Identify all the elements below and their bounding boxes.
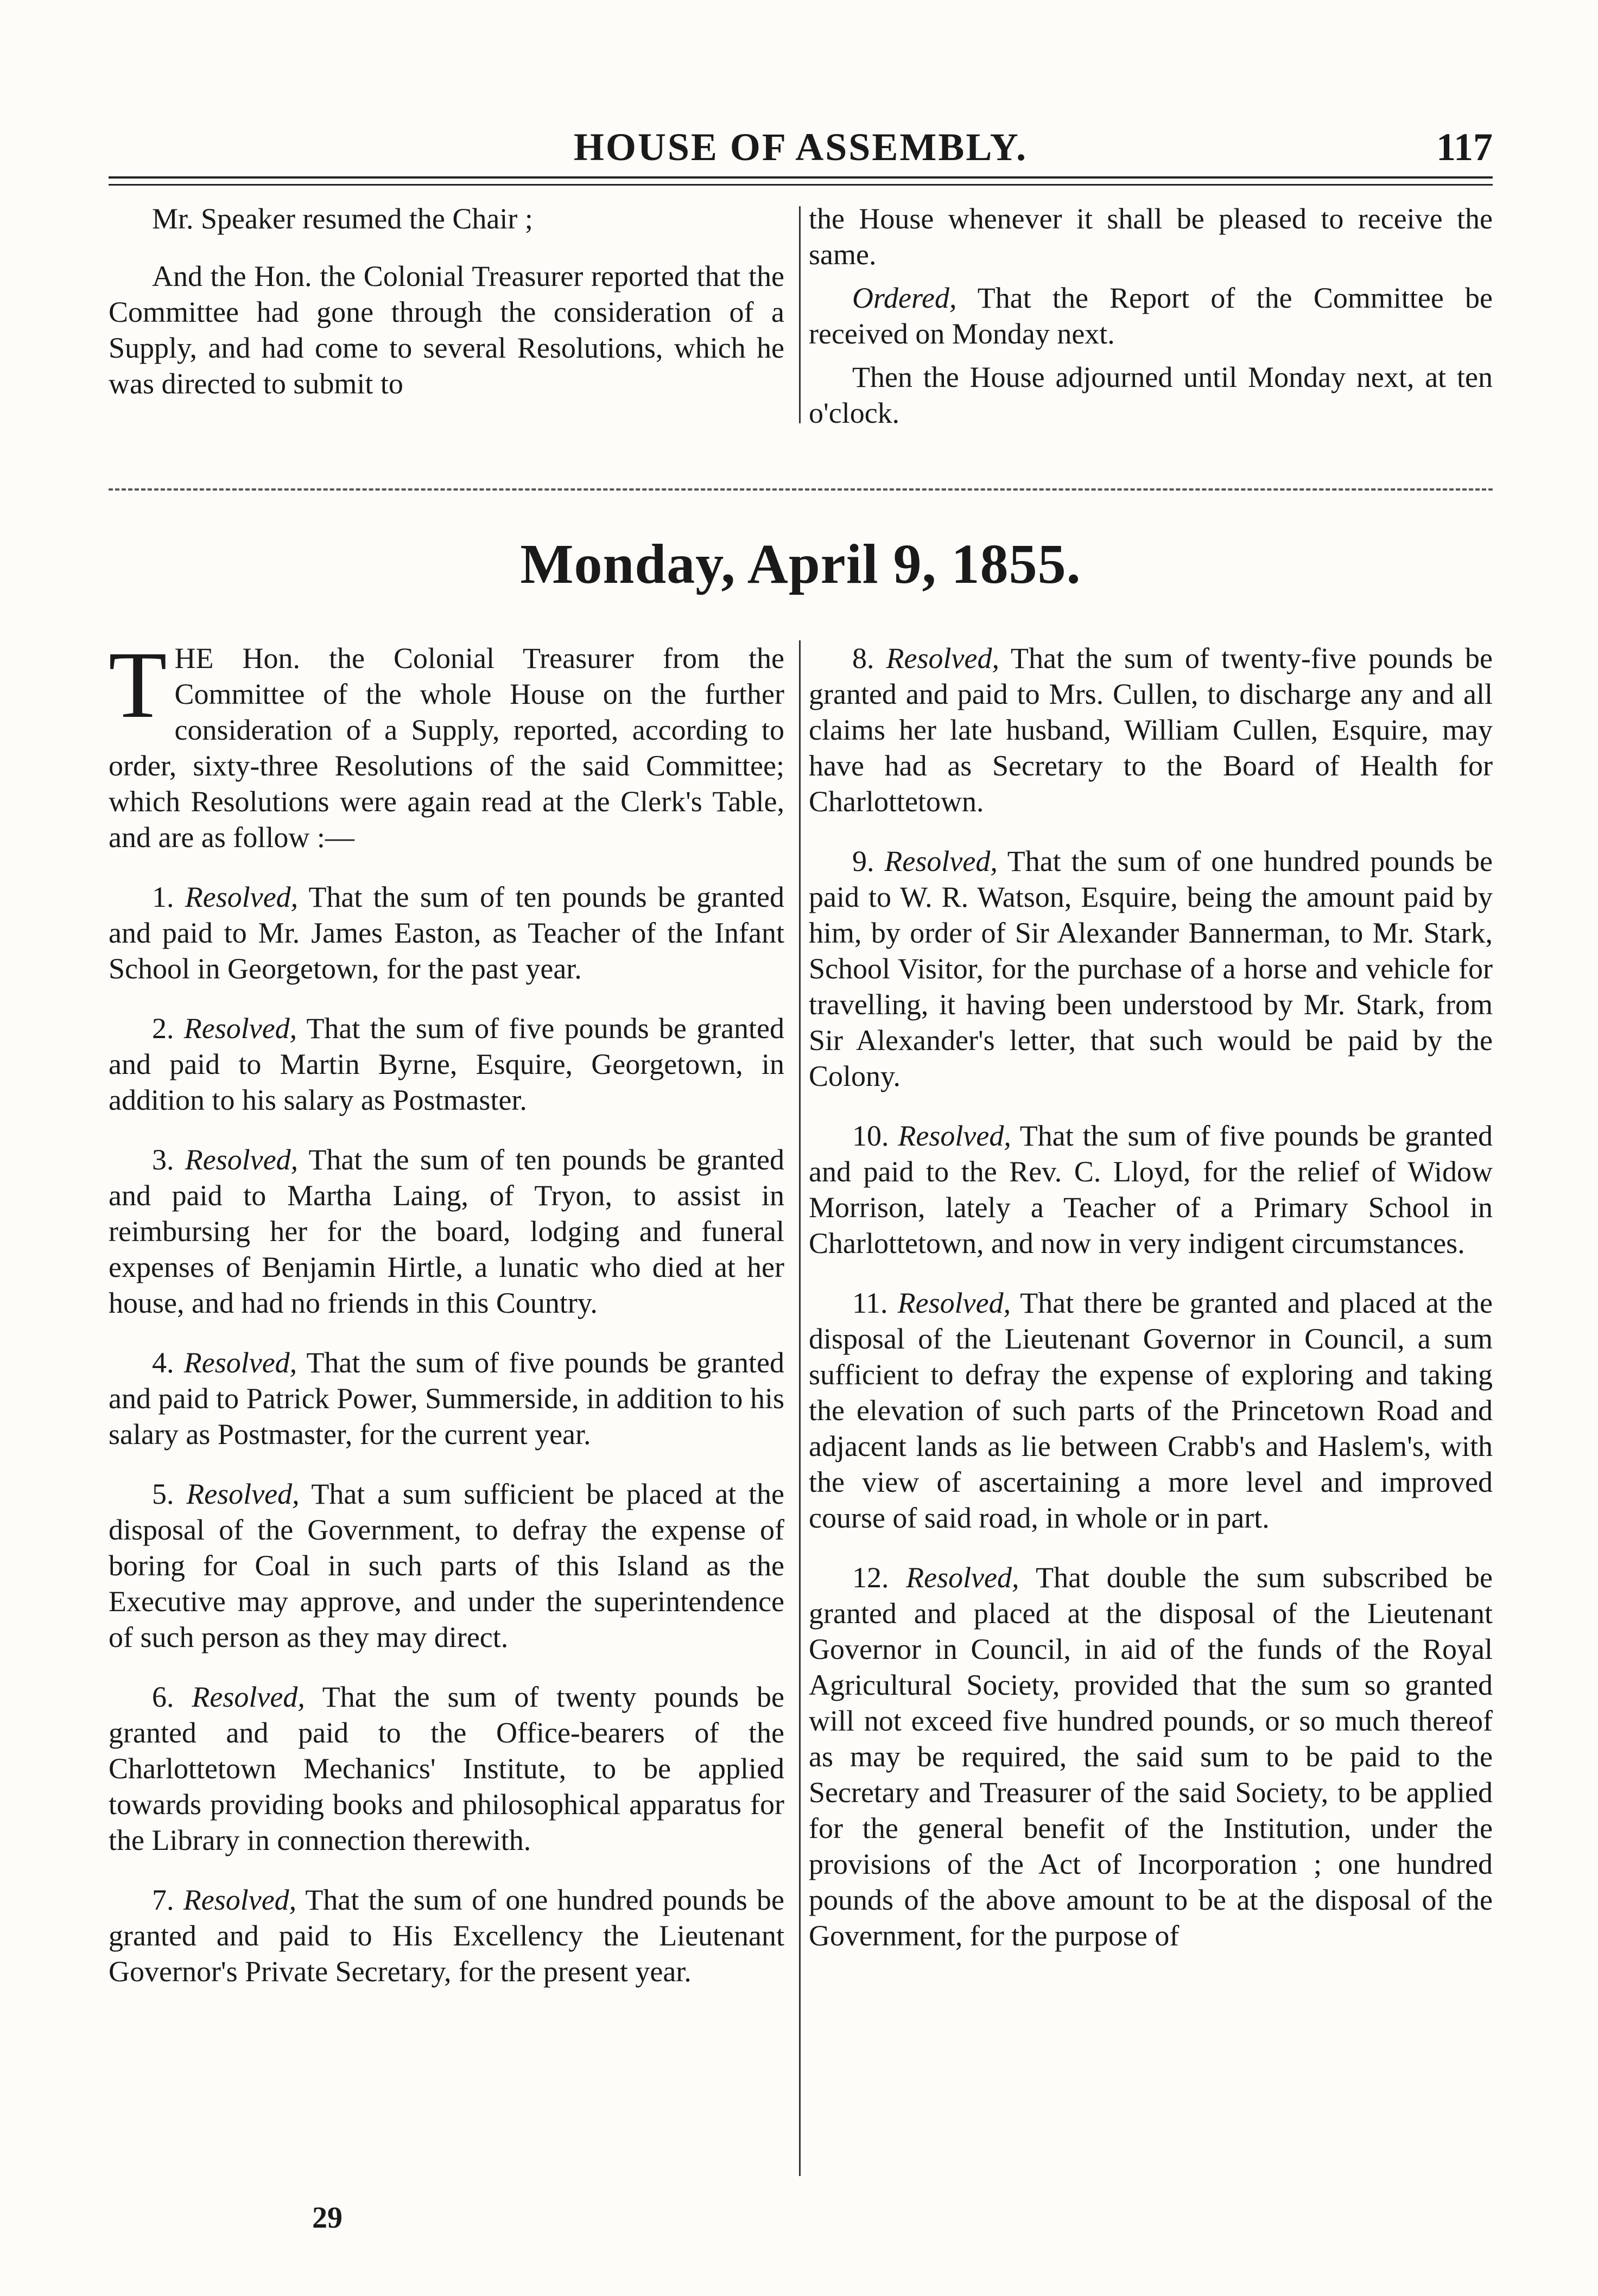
- intro-first-word: HE: [174, 642, 214, 675]
- top-right-column: [809, 201, 1493, 438]
- ordered-paragraph: [809, 280, 1493, 352]
- house-receive: the House whenever it shall be pleased to receive the same.: [809, 202, 1493, 271]
- top-column-divider: [799, 206, 801, 423]
- resolution-3: 3. Resolved, That the sum of ten pounds be granted and paid to Martha Laing, of Tryon, to assist in reimbursing her for the board, lodging and funeral expenses of Benjamin Hirtle, a lunatic who died at her house, and had no friends in this Country.: [109, 1143, 785, 1319]
- treasurer-report: And the Hon. the Colonial Treasurer reported that the Committee had gone through the consideration of a Supply, and had come to several Resolutions, which he was directed to submit to: [109, 260, 784, 400]
- section-separator: [109, 488, 1493, 491]
- ordered-text: That the Report of the Committee be received on Monday next.: [809, 282, 1493, 350]
- ordered-lead: Ordered,: [852, 282, 957, 314]
- resolution-1: 1. Resolved, That the sum of ten pounds be granted and paid to Mr. James Easton, as Teacher of the Infant School in Georgetown, for the past year.: [109, 881, 785, 985]
- right-column: [809, 640, 1493, 1961]
- resolution-12: 12. Resolved, That double the sum subscribed be granted and placed at the disposal of the Lieutenant Governor in Council, in aid of the funds of the Royal Agricultural Society, provided that the sum so granted will not exceed five hundred pounds, or so much thereof as may be required, the said sum to be paid to the Secretary and Treasurer of the said Society, to be applied for the general benefit of the Institution, under the provisions of the Act of Incorporation ; one hundred pounds of the above amount to be at the disposal of the Government, for the purpose of: [809, 1561, 1493, 1952]
- top-left-column: [109, 201, 784, 409]
- resolution-11: 11. Resolved, That there be granted and placed at the disposal of the Lieutenant Governor in Council, a sum sufficient to defray the expense of exploring and taking the elevation of such parts of the Princetown Road and adjacent lands as lie between Crabb's and Haslem's, with the view of ascertaining a more level and improved course of said road, in whole or in part.: [809, 1287, 1493, 1534]
- running-title: HOUSE OF ASSEMBLY.: [573, 125, 1028, 169]
- adjournment: Then the House adjourned until Monday next, at ten o'clock.: [809, 361, 1493, 429]
- header-rule: [109, 176, 1493, 186]
- signature-mark: 29: [312, 2201, 343, 2235]
- intro-paragraph: [109, 632, 784, 855]
- page-number: 117: [1436, 125, 1493, 169]
- resolution-6: 6. Resolved, That the sum of twenty pounds be granted and paid to the Office-bearers of the Charlottetown Mechanics' Institute, to be applied towards providing books and philosophical apparatus for the Library in connection therewith.: [109, 1681, 785, 1856]
- resolution-10: 10. Resolved, That the sum of five pounds be granted and paid to the Rev. C. Lloyd, for the relief of Widow Morrison, lately a Teacher of a Primary School in Charlottetown, and now in very indigent circumstances.: [809, 1120, 1493, 1260]
- main-column-divider: [799, 640, 801, 2176]
- resolution-5: 5. Resolved, That a sum sufficient be placed at the disposal of the Government, to defray the expense of boring for Coal in such parts of this Island as the Executive may approve, and under the superintendence of such person as they may direct.: [109, 1478, 785, 1653]
- intro-text: Hon. the Colonial Treasurer from the Committee of the whole House on the further consideration of a Supply, reported, according to order, sixty-three Resolutions of the said Committee; which Resolutions were again read at the Clerk's Table, and are as follow :—: [109, 642, 784, 854]
- resolution-7: 7. Resolved, That the sum of one hundred pounds be granted and paid to His Excellency the Lieutenant Governor's Private Secretary, for the present year.: [109, 1884, 784, 1988]
- resolution-9: 9. Resolved, That the sum of one hundred pounds be paid to W. R. Watson, Esquire, being the amount paid by him, by order of Sir Alexander Bannerman, to Mr. Stark, School Visitor, for the purchase of a horse and vehicle for travelling, it having been understood by Mr. Stark, from Sir Alexander's letter, that such would be paid by the Colony.: [809, 845, 1493, 1092]
- date-heading: Monday, April 9, 1855.: [520, 533, 1081, 595]
- page-header: [109, 109, 1493, 179]
- drop-cap: T: [109, 632, 167, 738]
- left-column: [109, 632, 785, 1997]
- speaker-resumed: Mr. Speaker resumed the Chair ;: [152, 202, 533, 235]
- resolution-4: 4. Resolved, That the sum of five pounds be granted and paid to Patrick Power, Summerside, in addition to his salary as Postmaster, for the current year.: [109, 1346, 785, 1451]
- resolution-2: 2. Resolved, That the sum of five pounds be granted and paid to Martin Byrne, Esquire, Georgetown, in addition to his salary as Postmaster.: [109, 1012, 785, 1116]
- resolution-8: 8. Resolved, That the sum of twenty-five pounds be granted and paid to Mrs. Cullen, to discharge any and all claims her late husband, William Cullen, Esquire, may have had as Secretary to the Board of Health for Charlottetown.: [809, 642, 1493, 818]
